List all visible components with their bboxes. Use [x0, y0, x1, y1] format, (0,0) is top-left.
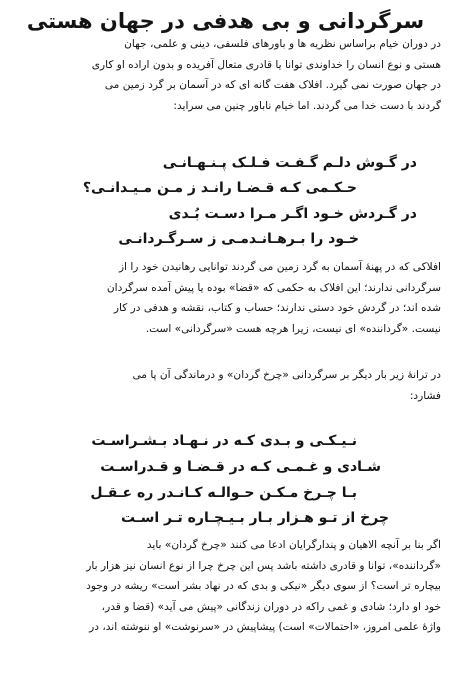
verse-line: نـیـکـی و بـدی کـه در نـهـاد بـشـراسـت [91, 433, 357, 449]
verse-line: در گـوش دلـم گـفـت فـلـک پـنـهـانـی [162, 155, 417, 171]
paragraph-line: «گرداننده»، توانا و قادری داشته باشد پس این چرخ چرا از نوع انسان نیز هزار بار [86, 559, 441, 572]
paragraph-2 [14, 257, 441, 339]
paragraph-line: سرگردانی ندارند؛ این افلاک به حکمی که «قضا» بوده یا پیش آمده سرگردان [106, 281, 441, 294]
paragraph-line: در دوران خیام براساس نظریه ها و باورهای فلسفی، دینی و علمی، جهان [124, 38, 441, 50]
paragraph-line: افلاکی که در پهنهٔ آسمان به گرد زمین می گردند توانایی رهانیدن خود را از [118, 261, 441, 273]
paragraph-line: اگر بنا بر آنچه الاهیان و پندارگرایان ادعا می کنند «چرخ گردان» باید [146, 539, 441, 551]
paragraph-line: واژهٔ علمی امروز، «احتمالات» است) پیشاپیش در «سرنوشت» او ننوشته اند، در [89, 621, 441, 634]
paragraph-line: شده اند؛ در گردش خود دستی ندارند؛ حساب و کتاب، نقشه و هدفی در کار [113, 302, 441, 315]
verse-line: در گـردش خـود اگـر مـرا دسـت بُـدی [168, 206, 417, 222]
paragraph-line: فشارد: [409, 389, 441, 402]
paragraph-line: نیست. «گرداننده» ای نیست، زیرا هرچه هست «سرگردانی» است. [145, 322, 441, 335]
paragraph-line: هستی و نوع انسان را خداوندی توانا یا قادری متعال آفریده و بدون اراده او کاری [91, 58, 441, 71]
paragraph-3 [14, 365, 441, 406]
verse-line: شـادی و غـمـی کـه در قـضـا و قـدراسـت [100, 459, 381, 475]
page-title: سرگردانی و بی هدفی در جهان هستی [26, 9, 425, 33]
verse-line: چرخ از تـو هـزار بـار بـیـچـاره تـر اسـت [120, 510, 389, 526]
paragraph-line: در جهان صورت نمی گیرد. افلاک هفت گانه ای که در آسمان بر گرد زمین می [104, 79, 441, 92]
paragraph-line: خود او دارد؛ شادی و غمی راکه در دوران زندگانی «پیش می آید» (قضا و قدر، [101, 600, 441, 613]
verse-line: خـود را بـرهـانـدمـی ز سـرگـردانـی [118, 231, 359, 247]
paragraph-line: گردند با دست خدا می گردند. اما خیام ناباور چنین می سراید: [173, 99, 441, 112]
paragraph-1 [14, 34, 441, 116]
verse-line: بـا چـرخ مـکـن حـوالـه کـانـدر ره عـقـل [90, 485, 357, 501]
paragraph-line: در ترانهٔ زیر بار دیگر بر سرگردانی «چرخ گردان» و درماندگی آن پا می [132, 369, 441, 381]
paragraph-line: بیچاره تر است؟ از سوی دیگر «نیکی و بدی که در نهاد بشر است» ریشه در وجود [86, 580, 441, 593]
verse-line: حـکـمی کـه قـضـا رانـد ز مـن مـیـدانـی؟ [82, 180, 357, 196]
paragraph-4 [14, 535, 441, 638]
